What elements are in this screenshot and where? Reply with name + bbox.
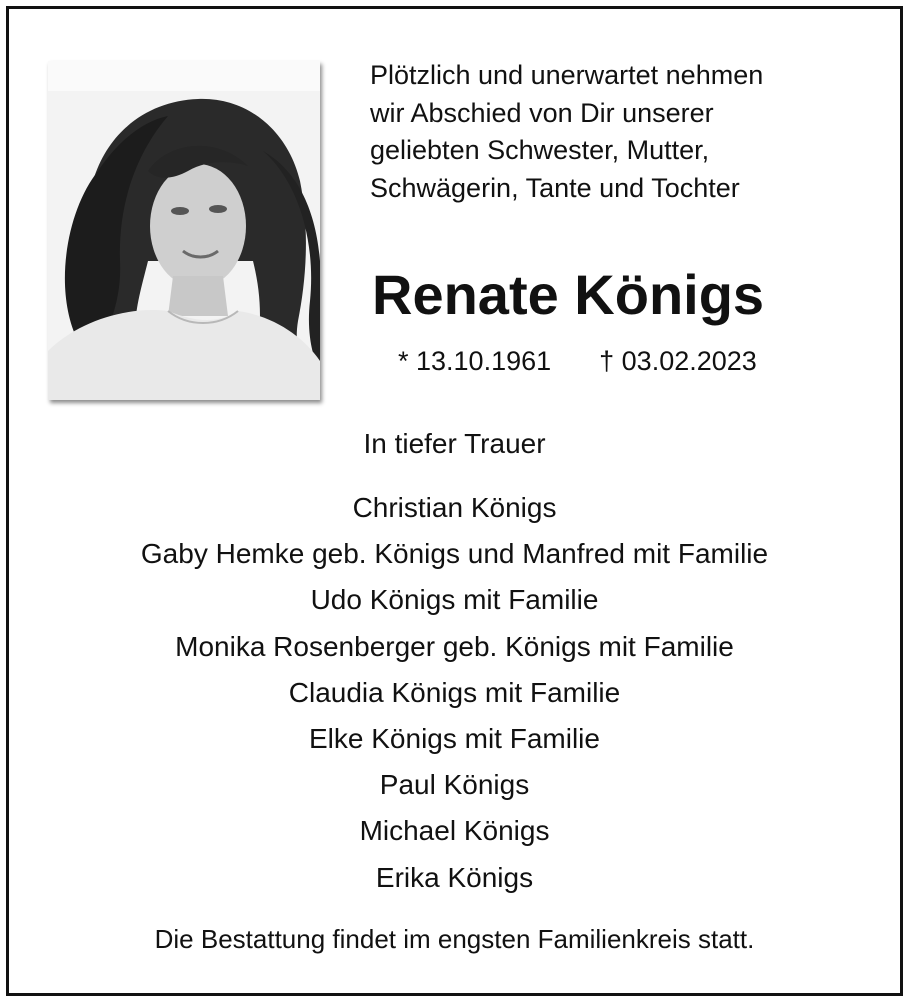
intro-line: wir Abschied von Dir unserer [370, 97, 714, 128]
portrait-image [48, 61, 320, 400]
portrait-photo [48, 61, 320, 400]
family-member: Paul Königs [379, 769, 530, 801]
family-member: Gaby Hemke geb. Königs und Manfred mit Familie [140, 538, 769, 570]
funeral-notice: Die Bestattung findet im engsten Familienkreis statt. [154, 924, 755, 954]
intro-line: Plötzlich und unerwartet nehmen [370, 60, 764, 90]
deceased-name: Renate Königs [372, 263, 765, 326]
family-member: Elke Königs mit Familie [309, 723, 600, 755]
intro-text [370, 57, 870, 207]
family-member: Erika Königs [375, 861, 534, 893]
life-dates [398, 343, 878, 379]
intro-line: geliebten Schwester, Mutter, [370, 135, 710, 165]
family-member: Claudia Königs mit Familie [288, 676, 621, 708]
intro-line: Schwägerin, Tante und Tochter [370, 172, 740, 203]
family-list [0, 485, 909, 901]
death-date: † 03.02.2023 [599, 346, 757, 376]
family-member: Michael Königs [359, 815, 550, 847]
family-member: Christian Königs [352, 492, 557, 523]
mourning-line: In tiefer Trauer [363, 428, 546, 459]
birth-date: * 13.10.1961 [398, 346, 552, 376]
family-member: Monika Rosenberger geb. Königs mit Familie [175, 630, 734, 662]
family-member: Udo Königs mit Familie [310, 584, 599, 616]
